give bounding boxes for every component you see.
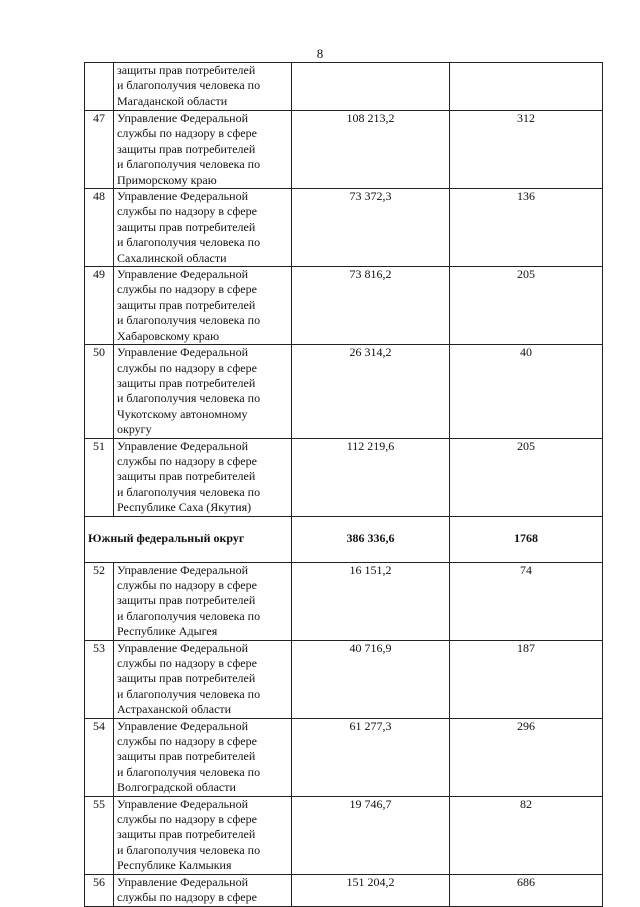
agency-name-line: и благополучия человека по (117, 484, 261, 499)
agency-name-line: защиты прав потребителей (117, 671, 256, 686)
district-name: Южный федеральный округ (85, 516, 292, 562)
agency-name-line: Управление Федеральной (117, 345, 248, 360)
agency-name-line: службы по надзору в сфере (117, 656, 257, 670)
agency-name-line: и благополучия человека по (117, 764, 261, 779)
row-number: 53 (85, 640, 114, 718)
count-value: 187 (450, 640, 603, 718)
agency-name-line: защиты прав потребителей (117, 469, 256, 484)
count-value: 82 (450, 796, 603, 874)
table-row (85, 438, 603, 516)
agency-name-line: защиты прав потребителей (117, 749, 256, 764)
amount-value: 19 746,7 (292, 796, 450, 874)
row-number (85, 63, 114, 111)
agency-name-line: службы по надзору в сфере (117, 282, 257, 297)
table-row (85, 267, 603, 345)
budget-table (84, 62, 603, 907)
amount-value (292, 63, 450, 111)
amount-value: 151 204,2 (292, 874, 450, 906)
row-number: 55 (85, 796, 114, 874)
agency-name-line: Управление Федеральной (117, 438, 248, 453)
amount-value: 386 336,6 (292, 516, 450, 562)
agency-name (114, 562, 292, 640)
agency-name-line: Управление Федеральной (117, 796, 248, 811)
amount-value: 26 314,2 (292, 345, 450, 438)
agency-name-line: Астраханской области (117, 702, 232, 717)
agency-name-line: Чукотскому автономному (117, 406, 248, 421)
agency-name-line: службы по надзору в сфере (117, 577, 257, 592)
agency-name-line: защиты прав потребителей (117, 219, 256, 234)
agency-name-line: и благополучия человека по (117, 235, 261, 250)
row-number: 52 (85, 562, 114, 640)
table-row (85, 718, 603, 796)
amount-value: 40 716,9 (292, 640, 450, 718)
table-row (85, 345, 603, 438)
amount-value: 73 816,2 (292, 267, 450, 345)
agency-name-line: Хабаровскому краю (117, 328, 220, 343)
agency-name (114, 189, 292, 267)
row-number: 47 (85, 111, 114, 189)
row-number: 48 (85, 189, 114, 267)
agency-name (114, 63, 292, 111)
agency-name-line: Республике Саха (Якутия) (117, 500, 252, 515)
count-value: 205 (450, 267, 603, 345)
agency-name-line: защиты прав потребителей (117, 63, 256, 77)
count-value: 40 (450, 345, 603, 438)
agency-name (114, 345, 292, 438)
amount-value: 112 219,6 (292, 438, 450, 516)
agency-name-line: Волгоградской области (117, 780, 236, 795)
row-number: 56 (85, 874, 114, 906)
count-value: 312 (450, 111, 603, 189)
agency-name-line: и благополучия человека по (117, 157, 261, 172)
agency-name-line: Управление Федеральной (117, 874, 248, 889)
agency-name-line: Приморскому краю (117, 172, 217, 187)
table-row (85, 640, 603, 718)
agency-name-line: защиты прав потребителей (117, 375, 256, 390)
agency-name (114, 874, 292, 906)
table-row (85, 796, 603, 874)
agency-name-line: Управление Федеральной (117, 718, 248, 733)
agency-name (114, 267, 292, 345)
agency-name (114, 640, 292, 718)
amount-value: 16 151,2 (292, 562, 450, 640)
table-row (85, 874, 603, 906)
amount-value: 61 277,3 (292, 718, 450, 796)
agency-name-line: округу (117, 422, 152, 437)
table-row (85, 562, 603, 640)
agency-name-line: службы по надзору в сфере (117, 453, 257, 468)
row-number: 51 (85, 438, 114, 516)
agency-name (114, 718, 292, 796)
count-value (450, 63, 603, 111)
agency-name-line: Республике Адыгея (117, 624, 218, 639)
agency-name-line: и благополучия человека по (117, 313, 261, 328)
agency-name-line: службы по надзору в сфере (117, 204, 257, 219)
page-number: 8 (316, 46, 324, 61)
agency-name-line: службы по надзору в сфере (117, 360, 257, 375)
agency-name-line: Управление Федеральной (117, 267, 248, 282)
agency-name-line: службы по надзору в сфере (117, 890, 257, 905)
row-number: 50 (85, 345, 114, 438)
agency-name-line: защиты прав потребителей (117, 593, 256, 608)
row-number: 49 (85, 267, 114, 345)
agency-name-line: Магаданской области (117, 93, 228, 108)
agency-name-line: Управление Федеральной (117, 640, 248, 655)
agency-name-line: защиты прав потребителей (117, 827, 256, 842)
agency-name-line: службы по надзору в сфере (117, 734, 257, 749)
amount-value: 73 372,3 (292, 189, 450, 267)
agency-name-line: службы по надзору в сфере (117, 126, 257, 141)
count-value: 296 (450, 718, 603, 796)
district-row (85, 516, 603, 562)
agency-name-line: и благополучия человека по (117, 78, 261, 93)
agency-name-line: службы по надзору в сфере (117, 812, 257, 827)
table-row (85, 111, 603, 189)
agency-name (114, 796, 292, 874)
row-number: 54 (85, 718, 114, 796)
agency-name-line: и благополучия человека по (117, 391, 261, 406)
agency-name-line: Управление Федеральной (117, 111, 248, 125)
count-value: 74 (450, 562, 603, 640)
agency-name-line: Управление Федеральной (117, 189, 248, 204)
agency-name-line: Республике Калмыкия (117, 858, 232, 873)
table-row (85, 189, 603, 267)
table-row (85, 63, 603, 111)
count-value: 1768 (450, 516, 603, 562)
agency-name-line: Сахалинской области (117, 250, 227, 265)
count-value: 686 (450, 874, 603, 906)
agency-name-line: Управление Федеральной (117, 562, 248, 577)
agency-name-line: защиты прав потребителей (117, 297, 256, 312)
amount-value: 108 213,2 (292, 111, 450, 189)
table-body (85, 63, 603, 907)
agency-name-line: защиты прав потребителей (117, 141, 256, 156)
agency-name (114, 111, 292, 189)
agency-name (114, 438, 292, 516)
agency-name-line: и благополучия человека по (117, 608, 261, 623)
agency-name-line: и благополучия человека по (117, 686, 261, 701)
count-value: 205 (450, 438, 603, 516)
count-value: 136 (450, 189, 603, 267)
agency-name-line: и благополучия человека по (117, 842, 261, 857)
